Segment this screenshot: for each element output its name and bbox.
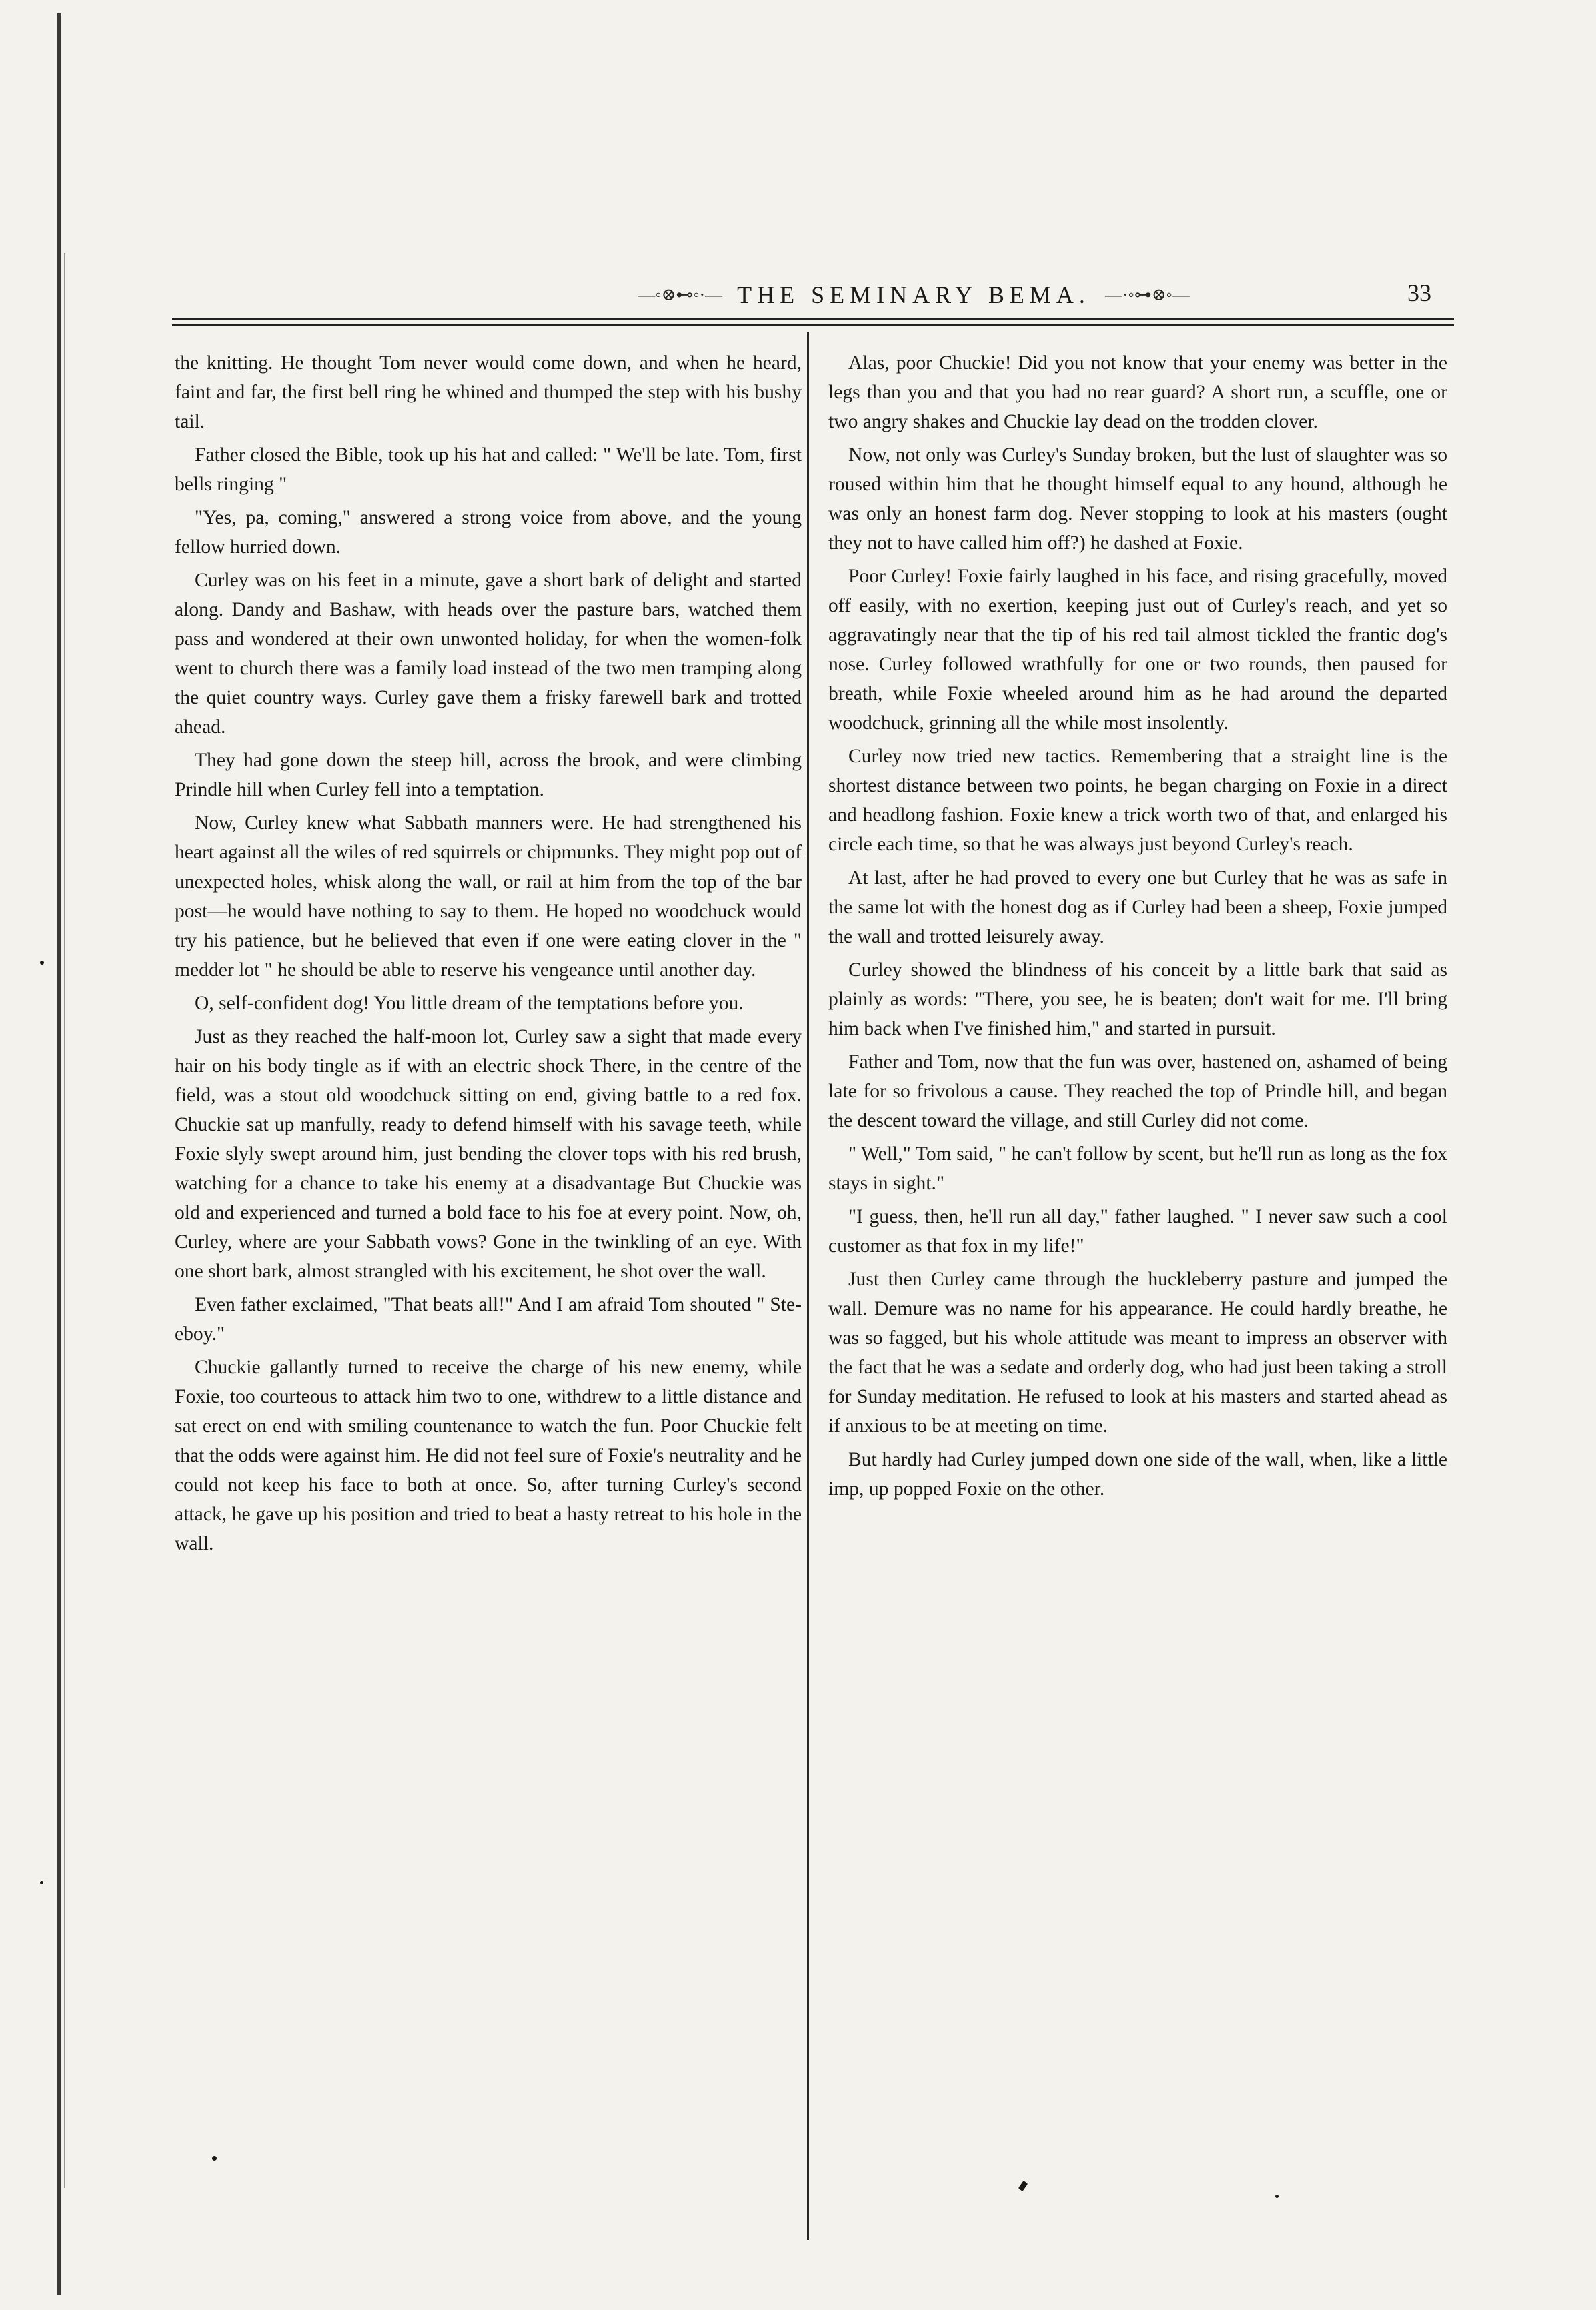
journal-title: THE SEMINARY BEMA.	[737, 281, 1090, 308]
header-rule-thick	[172, 318, 1454, 320]
paragraph: "I guess, then, he'll run all day," father laughed. " I never saw such a cool customer as that fox in my life!"	[828, 1206, 1447, 1257]
paragraph: Curley was on his feet in a minute, gave a short bark of delight and started along. Dandy and Bashaw, with heads over the pasture bars, watched them pass and wondered at their own unwonted holiday, for when the women-folk went to church there was a family load instead of the two men tramping along the quiet country ways. Curley gave them a frisky farewell bark and trotted ahead.	[175, 570, 802, 738]
paragraph: But hardly had Curley jumped down one side of the wall, when, like a little imp, up popped Foxie on the other.	[828, 1449, 1447, 1500]
print-speck	[40, 1881, 43, 1884]
paragraph: Just then Curley came through the huckleberry pasture and jumped the wall. Demure was no name for his appearance. He could hardly breathe, he was so fagged, but his whole attitude was meant to impress an observer with the fact that he was a sedate and orderly dog, who had just been taking a stroll for Sunday meditation. He refused to look at his masters and started ahead as if anxious to be at meeting on time.	[828, 1269, 1447, 1437]
paragraph: Father closed the Bible, took up his hat and called: " We'll be late. Tom, first bells ringing "	[175, 444, 802, 495]
print-speck	[212, 2156, 217, 2161]
right-column	[828, 348, 1447, 1508]
print-speck	[40, 961, 44, 965]
paragraph: Poor Curley! Foxie fairly laughed in his face, and rising gracefully, moved off easily, with no exertion, keeping just out of Curley's reach, and yet so aggravatingly near that the tip of his red tail almost tickled the frantic dog's nose. Curley followed wrathfully for one or two rounds, then paused for breath, while Foxie wheeled around him as he had around the departed woodchuck, grinning all the while most insolently.	[828, 566, 1447, 734]
left-column	[175, 348, 802, 1562]
binding-shadow	[64, 253, 65, 2188]
paragraph: O, self-confident dog! You little dream of the temptations before you.	[195, 993, 744, 1014]
paragraph: At last, after he had proved to every one but Curley that he was as safe in the same lot with the honest dog as if Curley had been a sheep, Foxie jumped the wall and trotted leisurely away.	[828, 867, 1447, 947]
paragraph: "Yes, pa, coming," answered a strong voice from above, and the young fellow hurried down.	[175, 507, 802, 558]
paragraph: Curley now tried new tactics. Remembering that a straight line is the shortest distance between two points, he began charging on Foxie in a direct and headlong fashion. Foxie knew a trick worth two of that, and enlarged his circle each time, so that he was always just beyond Curley's reach.	[828, 746, 1447, 855]
print-speck	[1018, 2181, 1028, 2191]
paragraph: " Well," Tom said, " he can't follow by scent, but he'll run as long as the fox stays in sight."	[828, 1143, 1447, 1194]
paragraph: the knitting. He thought Tom never would come down, and when he heard, faint and far, the first bell ring he whined and thumped the step with his bushy tail.	[175, 352, 802, 432]
paragraph: Chuckie gallantly turned to receive the charge of his new enemy, while Foxie, too courteous to attack him two to one, withdrew to a little distance and sat erect on end with smiling countenance to watch the fun. Poor Chuckie felt that the odds were against him. He did not feel sure of Foxie's neutrality and he could not keep his face to both at once. So, after turning Curley's second attack, he gave up his position and tried to beat a hasty retreat to his hole in the wall.	[175, 1357, 802, 1554]
paragraph: Father and Tom, now that the fun was over, hastened on, ashamed of being late for so frivolous a cause. They reached the top of Prindle hill, and began the descent toward the village, and still Curley did not come.	[828, 1051, 1447, 1131]
header-rule-thin	[172, 324, 1454, 326]
print-speck	[1275, 2195, 1279, 2198]
left-ornament: —◦⊗⊷◦·—	[638, 285, 723, 304]
paragraph: Just as they reached the half-moon lot, Curley saw a sight that made every hair on his body tingle as if with an electric shock There, in the centre of the field, was a stout old woodchuck sitting on end, giving battle to a red fox. Chuckie sat up manfully, ready to defend himself with his savage teeth, while Foxie slyly swept around him, just bending the clover tops with his red brush, watching for a chance to take his enemy at a disadvantage But Chuckie was old and experienced and turned a bold face to his foe at every point. Now, oh, Curley, where are your Sabbath vows? Gone in the twinkling of an eye. With one short bark, almost strangled with his excitement, he shot over the wall.	[175, 1026, 802, 1282]
paragraph: Even father exclaimed, "That beats all!" And I am afraid Tom shouted " Ste-eboy."	[175, 1294, 802, 1345]
paragraph: They had gone down the steep hill, across the brook, and were climbing Prindle hill when Curley fell into a temptation.	[175, 750, 802, 800]
column-divider	[807, 332, 809, 2240]
right-ornament: —·◦⊶⊗◦—	[1104, 285, 1190, 304]
paragraph: Alas, poor Chuckie! Did you not know that your enemy was better in the legs than you and that you had no rear guard? A short run, a scuffle, one or two angry shakes and Chuckie lay dead on the trodden clover.	[828, 352, 1447, 432]
paragraph: Now, Curley knew what Sabbath manners were. He had strengthened his heart against all the wiles of red squirrels or chipmunks. They might pop out of unexpected holes, whisk along the wall, or rail at him from the top of the bar post—he would have nothing to say to them. He hoped no woodchuck would try his patience, but he believed that even if one were eating clover in the " medder lot " he should be able to reserve his vengeance until another day.	[175, 812, 802, 981]
paragraph: Curley showed the blindness of his conceit by a little bark that said as plainly as words: "There, you see, he is beaten; don't wait for me. I'll bring him back when I've finished him," and started in pursuit.	[828, 959, 1447, 1039]
binding-edge	[57, 13, 61, 2295]
paragraph: Now, not only was Curley's Sunday broken, but the lust of slaughter was so roused within him that he thought himself equal to any hound, although he was only an honest farm dog. Never stopping to look at his masters (ought they not to have called him off?) he dashed at Foxie.	[828, 444, 1447, 554]
running-header	[373, 275, 1454, 315]
page-number: 33	[1407, 279, 1431, 306]
